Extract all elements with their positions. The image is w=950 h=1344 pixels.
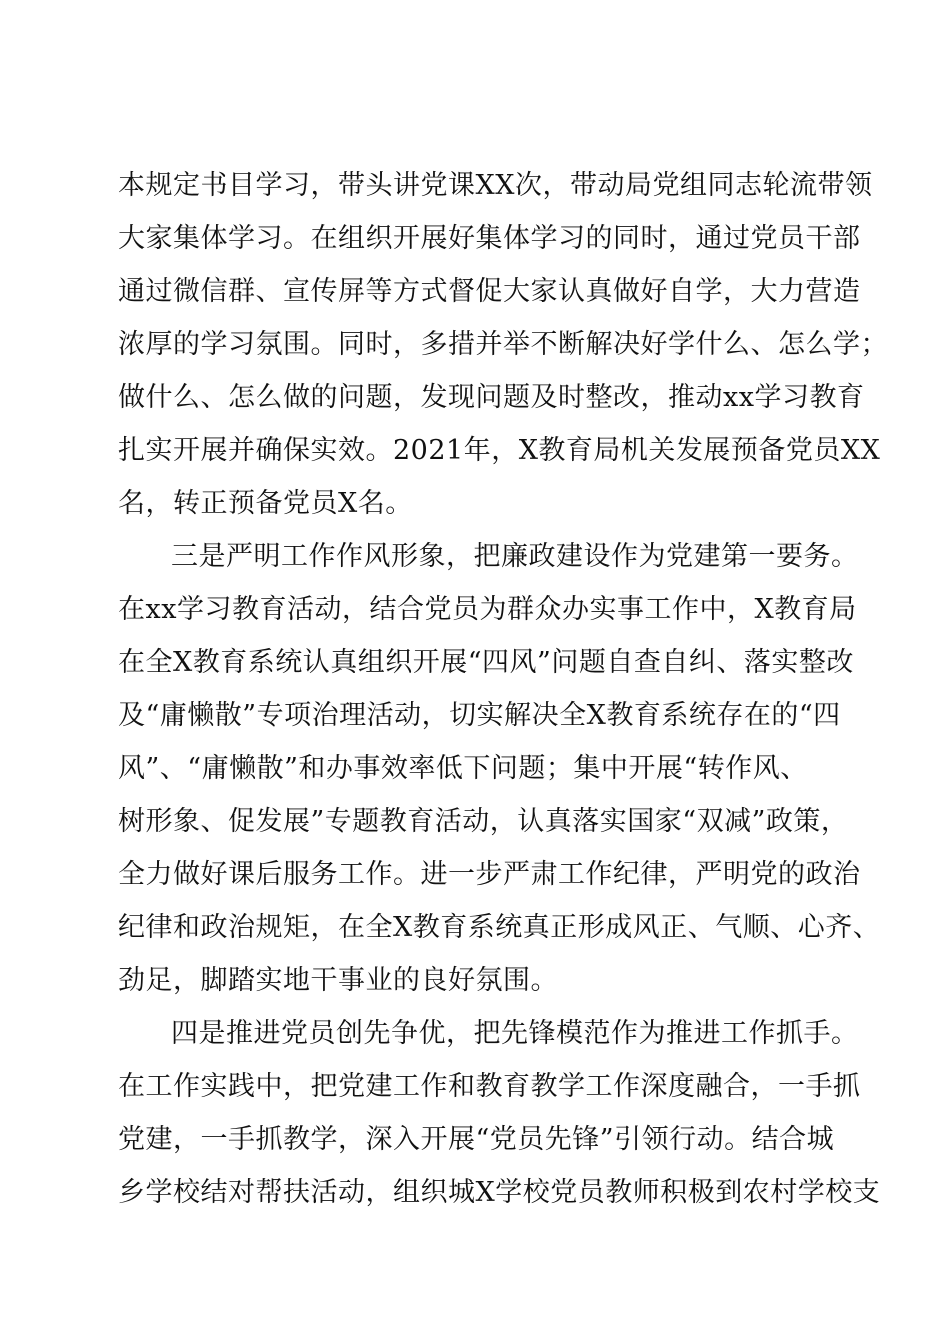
paragraph-heading: 三是严明工作作风形象，把廉政建设作为党建第一要务。 (171, 541, 859, 572)
text-line: 风”、“庸懒散”和办事效率低下问题；集中开展“转作风、 (118, 753, 808, 784)
text-line: 在工作实践中，把党建工作和教育教学工作深度融合，一手抓 (118, 1071, 861, 1102)
text-line: 在全X教育系统认真组织开展“四风”问题自查自纠、落实整改 (118, 647, 854, 678)
paragraph-heading: 四是推进党员创先争优，把先锋模范作为推进工作抓手。 (171, 1018, 859, 1049)
text-line: 名，转正预备党员X名。 (118, 488, 413, 519)
text-line: 在xx学习教育活动，结合党员为群众办实事工作中，X教育局 (118, 594, 857, 625)
text-line: 纪律和政治规矩，在全X教育系统真正形成风正、气顺、心齐、 (118, 912, 881, 943)
text-line: 乡学校结对帮扶活动，组织城X学校党员教师积极到农村学校支 (118, 1177, 881, 1208)
text-line: 扎实开展并确保实效。2021年，X教育局机关发展预备党员XX (118, 435, 881, 466)
text-line: 及“庸懒散”专项治理活动，切实解决全X教育系统存在的“四 (118, 700, 841, 731)
text-line: 劲足，脚踏实地干事业的良好氛围。 (118, 965, 558, 996)
text-line: 浓厚的学习氛围。同时，多措并举不断解决好学什么、怎么学； (118, 329, 888, 360)
text-line: 全力做好课后服务工作。进一步严肃工作纪律，严明党的政治 (118, 859, 861, 890)
text-line: 大家集体学习。在组织开展好集体学习的同时，通过党员干部 (118, 223, 861, 254)
text-line: 本规定书目学习，带头讲党课XX次，带动局党组同志轮流带领 (118, 170, 873, 201)
text-line: 党建，一手抓教学，深入开展“党员先锋”引领行动。结合城 (118, 1124, 835, 1155)
text-line: 树形象、促发展”专题教育活动，认真落实国家“双减”政策， (118, 806, 849, 837)
text-line: 通过微信群、宣传屏等方式督促大家认真做好自学，大力营造 (118, 276, 861, 307)
text-line: 做什么、怎么做的问题，发现问题及时整改，推动xx学习教育 (118, 382, 865, 413)
